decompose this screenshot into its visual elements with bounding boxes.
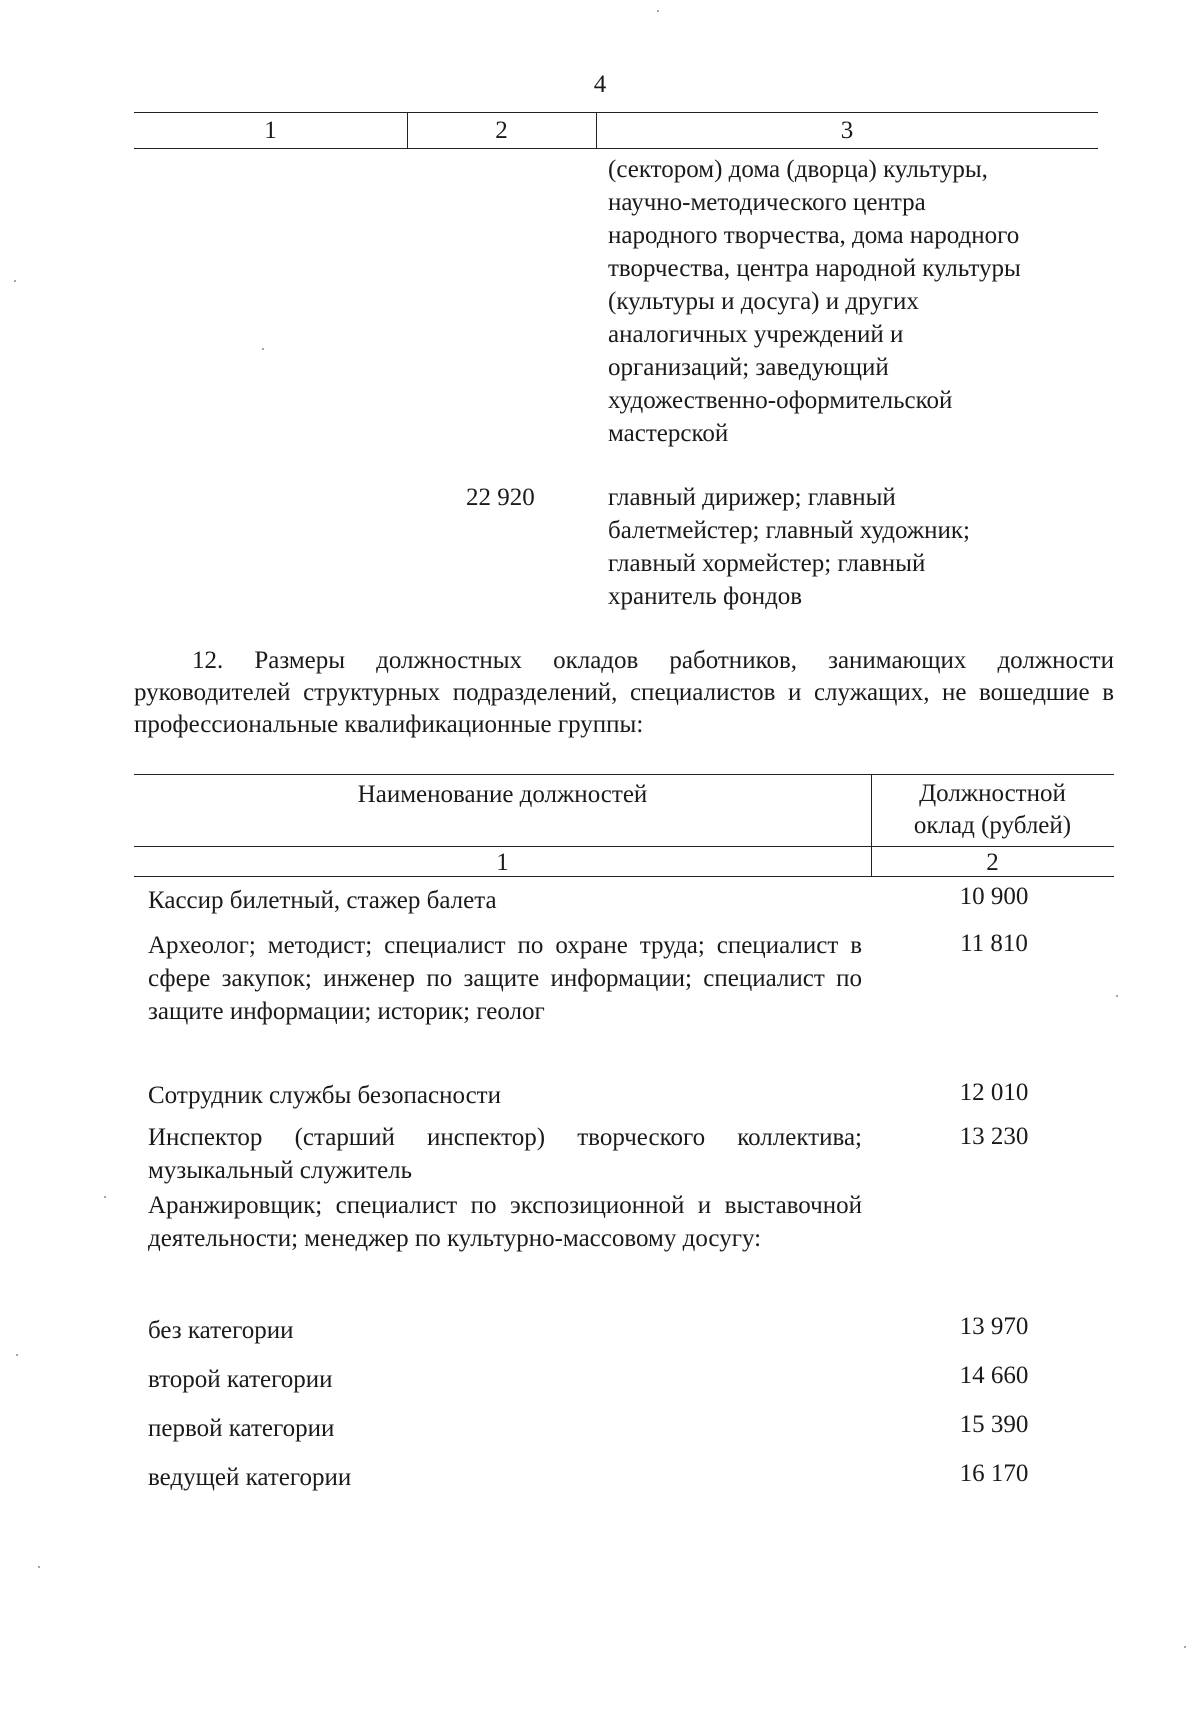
salary-table-header-name: Наименование должностей bbox=[357, 781, 648, 808]
top-table-header-bottom bbox=[134, 148, 1098, 149]
table-row-name: Археолог; методист; специалист по охране труда; специалист в сфере закупок; инженер по защите информации; специалист по защите информации; историк; геолог bbox=[148, 932, 862, 1025]
scan-speck bbox=[38, 1566, 40, 1568]
salary-table-header-salary: Должностной оклад (рублей) bbox=[913, 780, 1072, 839]
table-row-name: без категории bbox=[148, 1317, 294, 1344]
top-table-row-positions: главный дирижер; главный балетмейстер; главный художник; главный хормейстер; главный хранитель фондов bbox=[608, 484, 970, 610]
table-row-salary: 15 390 bbox=[959, 1411, 1029, 1438]
scan-speck bbox=[104, 1196, 106, 1198]
scan-speck bbox=[16, 1354, 18, 1356]
scan-speck bbox=[1116, 995, 1118, 997]
scan-speck bbox=[1184, 1646, 1186, 1648]
top-table-row-salary: 22 920 bbox=[466, 484, 535, 511]
table-row-salary: 14 660 bbox=[959, 1362, 1029, 1389]
salary-table-col2-number: 2 bbox=[986, 849, 999, 876]
scan-speck bbox=[14, 280, 16, 282]
section-12-paragraph: 12. Размеры должностных окладов работников, занимающих должности руководителей структурных подразделений, специалистов и служащих, не вошедшие в профессиональные квалификационные группы: bbox=[134, 647, 1114, 738]
top-table-header-col3: 3 bbox=[840, 117, 854, 144]
table-row-salary: 16 170 bbox=[959, 1460, 1029, 1487]
table-row-salary: 13 970 bbox=[959, 1313, 1029, 1340]
table-row-name: Кассир билетный, стажер балета bbox=[148, 887, 497, 914]
table-row-salary: 11 810 bbox=[960, 930, 1028, 957]
table-row-name: Инспектор (старший инспектор) творческого коллектива; музыкальный служитель bbox=[148, 1124, 862, 1184]
table-row-name: Сотрудник службы безопасности bbox=[148, 1082, 501, 1109]
top-table-border-top bbox=[134, 112, 1098, 113]
salary-table-border-top bbox=[134, 774, 1114, 775]
page-number: 4 bbox=[593, 71, 607, 98]
scan-speck bbox=[657, 10, 659, 12]
table-row-name: первой категории bbox=[148, 1415, 335, 1442]
top-table-header-col1: 1 bbox=[264, 117, 277, 144]
table-row-name: Аранжировщик; специалист по экспозиционной и выставочной деятельности; менеджер по культурно-массовому досугу: bbox=[148, 1192, 862, 1252]
table-row-salary: 12 010 bbox=[959, 1079, 1029, 1106]
table-row-salary: 10 900 bbox=[959, 883, 1029, 910]
table-row-salary: 13 230 bbox=[959, 1123, 1029, 1150]
top-table-continuation-text: (сектором) дома (дворца) культуры, научно-методического центра народного творчества, дома народного творчества, центра народной культуры (культуры и досуга) и других аналогичных учреждений и организаций; заведующий художественно-оформительской мастерской bbox=[608, 156, 1021, 447]
top-table-header-col2: 2 bbox=[495, 117, 508, 144]
scan-speck bbox=[262, 348, 264, 350]
table-row-name: ведущей категории bbox=[148, 1464, 352, 1491]
table-row-name: второй категории bbox=[148, 1366, 333, 1393]
salary-table-col1-number: 1 bbox=[496, 849, 509, 876]
